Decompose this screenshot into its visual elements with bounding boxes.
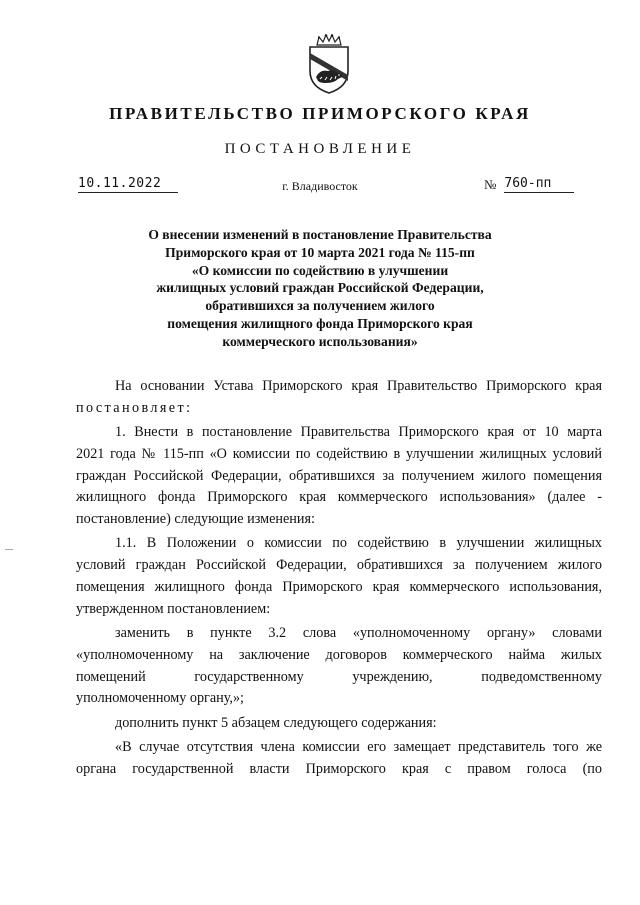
paragraph-line: постановление) следующие изменения:: [76, 511, 315, 528]
paragraph-line: помещений государственному учреждению, подведомственному: [76, 668, 602, 685]
paragraph-line: 1.1. В Положении о комиссии по содействию в улучшении жилищных: [115, 535, 602, 552]
document-date: 10.11.2022: [78, 176, 178, 193]
paragraph-line: уполномоченному органу,»;: [76, 690, 245, 707]
title-line: жилищных условий граждан Российской Федерации,: [156, 280, 484, 296]
document-body: [76, 376, 602, 780]
paragraph-line: заменить в пункте 3.2 слова «уполномоченному органу» словами: [115, 624, 602, 641]
title-line: «О комиссии по содействию в улучшении: [191, 262, 449, 278]
title-line: коммерческого использования»: [222, 333, 418, 349]
document-title: [0, 226, 640, 351]
paragraph-line: «В случае отсутствия члена комиссии его замещает представитель того же: [115, 738, 602, 755]
document-city: г. Владивосток: [282, 179, 358, 193]
paragraph-line: дополнить пункт 5 абзацем следующего содержания:: [115, 714, 437, 731]
paragraph-line: постановляет:: [76, 399, 193, 416]
paragraph-line: жилищного фонда Приморского края коммерческого использования» (далее -: [76, 489, 602, 506]
title-line: О внесении изменений в постановление Правительства: [148, 227, 492, 242]
coat-of-arms-icon: [304, 33, 354, 95]
paragraph-line: 2021 года № 115-пп «О комиссии по содействию в улучшении жилищных условий: [76, 445, 602, 462]
document-number: 760-пп: [504, 176, 574, 193]
paragraph-line: условий граждан Российской Федерации, обратившихся за получением жилого: [76, 557, 602, 574]
paragraph-line: утвержденном постановлением:: [76, 600, 271, 617]
margin-mark: [5, 549, 13, 550]
title-line: помещения жилищного фонда Приморского края: [167, 315, 473, 331]
number-sign: №: [484, 177, 497, 192]
paragraph-line: На основании Устава Приморского края Правительство Приморского края: [115, 378, 602, 394]
title-line: Приморского края от 10 марта 2021 года № 115-пп: [165, 244, 475, 260]
paragraph-line: помещения жилищного фонда Приморского края коммерческого использования,: [76, 578, 602, 595]
paragraph-line: 1. Внести в постановление Правительства Приморского края от 10 марта: [115, 423, 602, 440]
title-line: обратившихся за получением жилого: [205, 298, 435, 314]
document-type: ПОСТАНОВЛЕНИЕ: [224, 141, 416, 157]
paragraph-line: граждан Российской Федерации, обратившихся за получением жилого помещения: [76, 467, 602, 484]
paragraph-line: органа государственной власти Приморского края с правом голоса (по: [76, 760, 602, 777]
paragraph-line: «уполномоченному на заключение договоров коммерческого найма жилых: [76, 646, 602, 663]
document-number-field: [484, 176, 574, 193]
government-name: ПРАВИТЕЛЬСТВО ПРИМОРСКОГО КРАЯ: [109, 104, 531, 123]
